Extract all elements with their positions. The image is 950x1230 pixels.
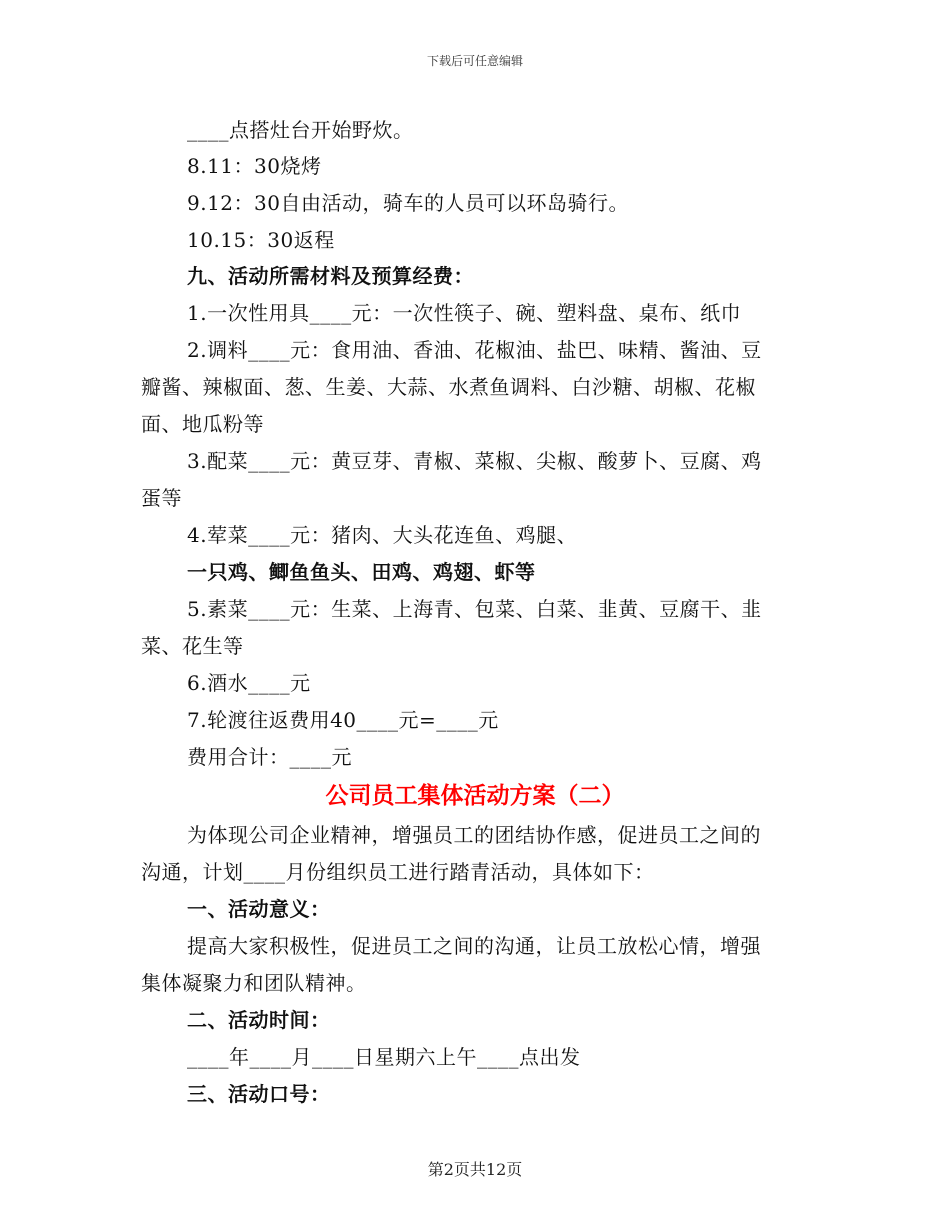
intro-paragraph: 为体现公司企业精神，增强员工的团结协作感，促进员工之间的 bbox=[187, 823, 761, 847]
section-heading: 一、活动意义： bbox=[187, 897, 331, 921]
budget-line: 2.调料____元：食用油、香油、花椒油、盐巴、味精、酱油、豆 bbox=[187, 338, 762, 362]
page-footer: 第2页共12页 bbox=[427, 1160, 523, 1179]
page-header: 下载后可任意编辑 bbox=[426, 54, 523, 68]
intro-paragraph: 沟通，计划____月份组织员工进行踏青活动，具体如下： bbox=[141, 860, 655, 884]
section-heading: 二、活动时间： bbox=[187, 1008, 331, 1032]
budget-line: 蛋等 bbox=[141, 486, 182, 510]
schedule-line: 10.15：30返程 bbox=[187, 228, 335, 252]
document-title: 公司员工集体活动方案（二） bbox=[325, 782, 625, 809]
budget-line-bold: 一只鸡、鲫鱼鱼头、田鸡、鸡翅、虾等 bbox=[187, 560, 536, 584]
section-paragraph: 集体凝聚力和团队精神。 bbox=[141, 971, 367, 995]
budget-line: 1.一次性用具____元：一次性筷子、碗、塑料盘、桌布、纸巾 bbox=[187, 301, 742, 325]
schedule-line: ____点搭灶台开始野炊。 bbox=[187, 118, 414, 142]
budget-line: 瓣酱、辣椒面、葱、生姜、大蒜、水煮鱼调料、白沙糖、胡椒、花椒 bbox=[141, 375, 756, 399]
budget-total: 费用合计：____元 bbox=[187, 745, 352, 769]
section-paragraph: ____年____月____日星期六上午____点出发 bbox=[187, 1045, 581, 1069]
schedule-line: 8.11：30烧烤 bbox=[187, 154, 322, 178]
budget-line: 面、地瓜粉等 bbox=[141, 412, 264, 436]
budget-line: 菜、花生等 bbox=[141, 634, 244, 658]
section-paragraph: 提高大家积极性，促进员工之间的沟通，让员工放松心情，增强 bbox=[187, 934, 761, 958]
schedule-line: 9.12：30自由活动，骑车的人员可以环岛骑行。 bbox=[187, 191, 629, 215]
budget-line: 4.荤菜____元：猪肉、大头花连鱼、鸡腿、 bbox=[187, 523, 578, 547]
section-heading: 三、活动口号： bbox=[187, 1082, 331, 1106]
budget-line: 3.配菜____元：黄豆芽、青椒、菜椒、尖椒、酸萝卜、豆腐、鸡 bbox=[187, 449, 762, 473]
budget-line: 6.酒水____元 bbox=[187, 671, 311, 695]
section-heading: 九、活动所需材料及预算经费： bbox=[187, 264, 474, 288]
budget-line: 5.素菜____元：生菜、上海青、包菜、白菜、韭黄、豆腐干、韭 bbox=[187, 597, 762, 621]
budget-line: 7.轮渡往返费用40____元=____元 bbox=[187, 708, 499, 732]
